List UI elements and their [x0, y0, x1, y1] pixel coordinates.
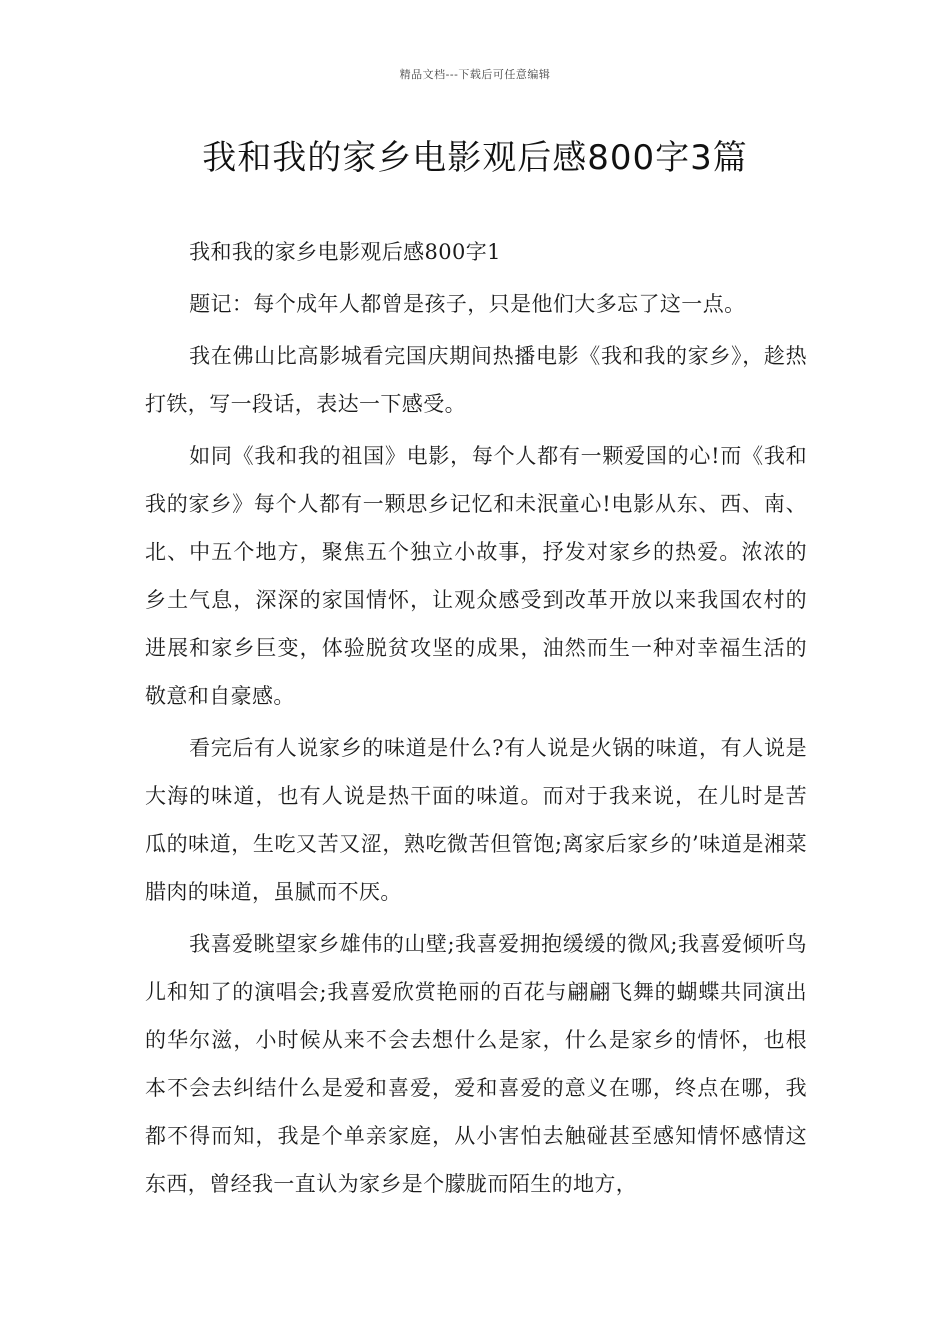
section-heading: 我和我的家乡电影观后感800字1 [189, 240, 501, 264]
paragraph: 我在佛山比高影城看完国庆期间热播电影《我和我的家乡》，趁热打铁，写一段话，表达一下感受。 [145, 344, 807, 416]
document-title: 我和我的家乡电影观后感800字3篇 [202, 138, 748, 178]
paragraph: 我喜爱眺望家乡雄伟的山壁;我喜爱拥抱缓缓的微风;我喜爱倾听鸟儿和知了的演唱会;我喜爱欣赏艳丽的百花与翩翩飞舞的蝴蝶共同演出的华尔滋，小时候从来不会去想什么是家，什么是家乡的情怀，也根本不会去纠结什么是爱和喜爱，爱和喜爱的意义在哪，终点在哪，我都不得而知，我是个单亲家庭，从小害怕去触碰甚至感知情怀感情这东西，曾经我一直认为家乡是个朦胧而陌生的地方， [145, 932, 807, 1196]
document-body [145, 228, 807, 1208]
paragraph: 题记：每个成年人都曾是孩子，只是他们大多忘了这一点。 [189, 292, 746, 316]
paragraph: 如同《我和我的祖国》电影，每个人都有一颗爱国的心!而《我和我的家乡》每个人都有一颗思乡记忆和未泯童心!电影从东、西、南、北、中五个地方，聚焦五个独立小故事，抒发对家乡的热爱。浓浓的乡土气息，深深的家国情怀，让观众感受到改革开放以来我国农村的进展和家乡巨变，体验脱贫攻坚的成果，油然而生一种对幸福生活的敬意和自豪感。 [145, 444, 807, 708]
paragraph: 看完后有人说家乡的味道是什么?有人说是火锅的味道，有人说是大海的味道，也有人说是热干面的味道。而对于我来说，在儿时是苦瓜的味道，生吃又苦又涩，熟吃微苦但管饱;离家后家乡的’味道是湘菜腊肉的味道，虽腻而不厌。 [145, 736, 807, 904]
page-header: 精品文档---下载后可任意编辑 [399, 68, 551, 81]
